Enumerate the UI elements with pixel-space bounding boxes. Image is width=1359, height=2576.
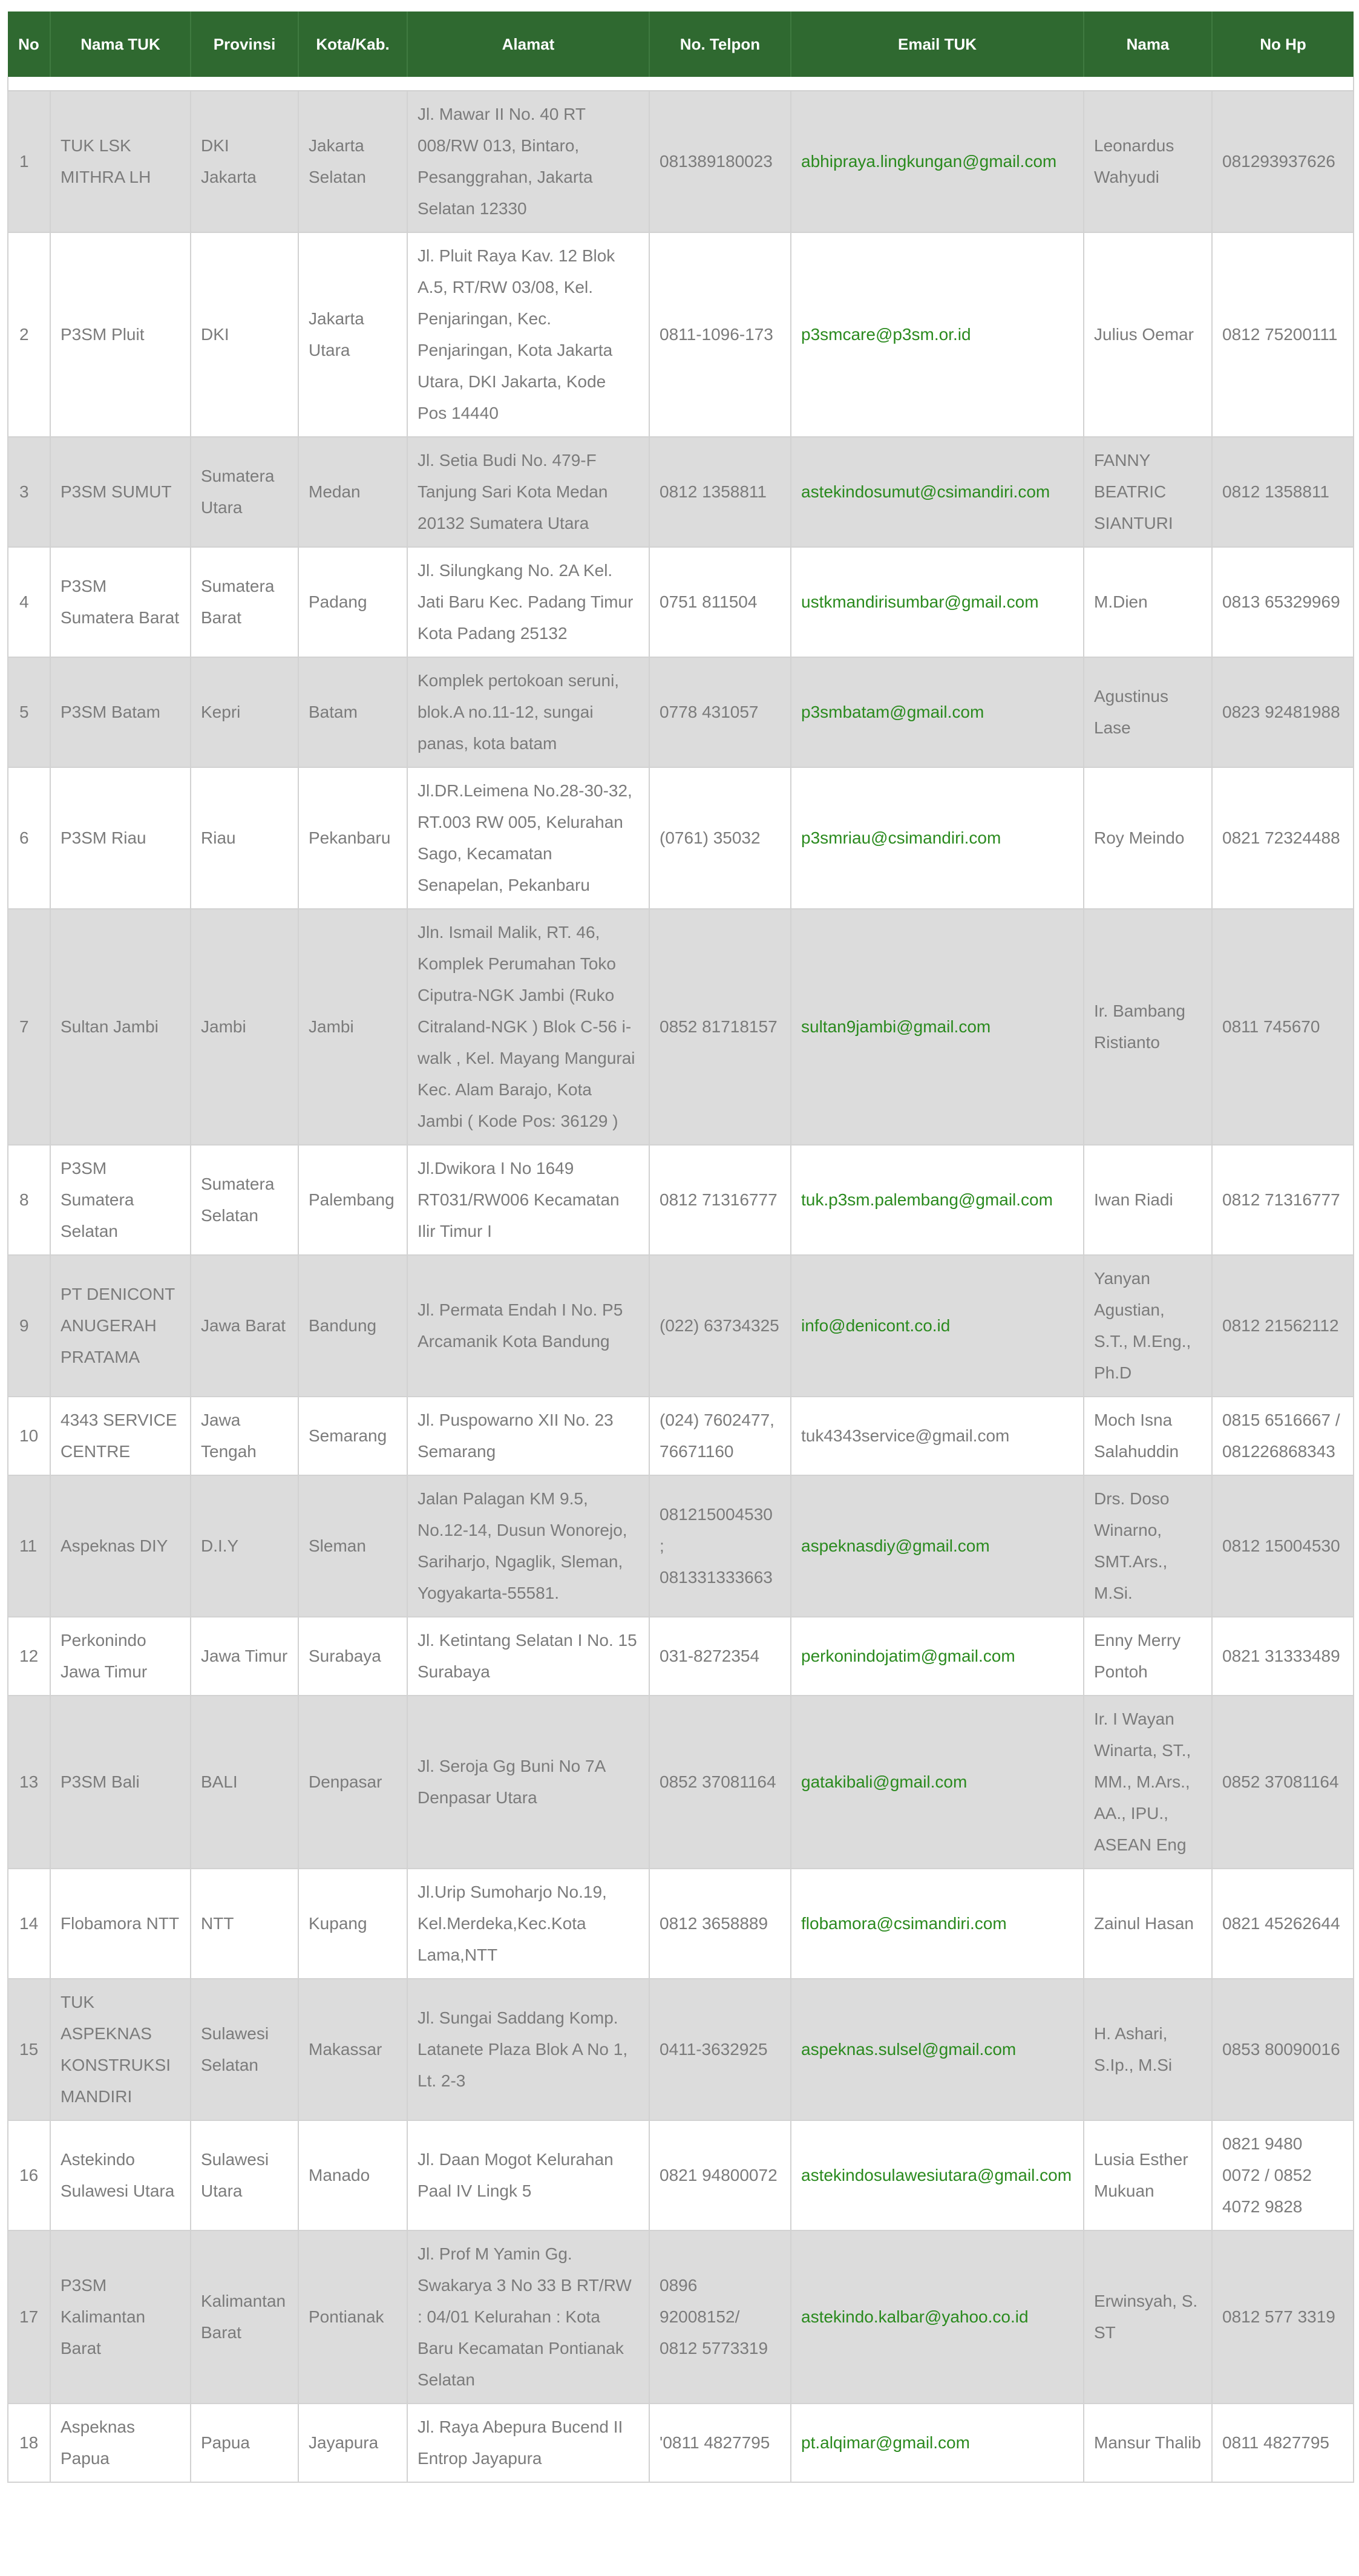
cell-hp: 0812 15004530 <box>1212 1475 1354 1617</box>
cell-alamat: Jl. Puspowarno XII No. 23 Semarang <box>407 1397 649 1475</box>
cell-provinsi: BALI <box>191 1696 298 1869</box>
cell-nama: Julius Oemar <box>1084 232 1212 437</box>
cell-nama-tuk: P3SM Sumatera Selatan <box>50 1145 191 1255</box>
tuk-table <box>7 11 1354 2483</box>
header-no[interactable]: No <box>18 34 39 53</box>
header-nama[interactable]: Nama <box>1084 11 1212 77</box>
cell-kota: Padang <box>298 547 407 657</box>
cell-no: 18 <box>8 2404 50 2482</box>
cell-alamat: Jln. Ismail Malik, RT. 46, Komplek Perumahan Toko Ciputra-NGK Jambi (Ruko Citraland-NGK ) Blok C-56 i-walk , Kel. Mayang Mangurai Kec. Alam Barajo, Kota Jambi ( Kode Pos: 36129 ) <box>407 909 649 1145</box>
cell-no: 4 <box>8 547 50 657</box>
cell-hp: 0812 577 3319 <box>1212 2230 1354 2404</box>
cell-kota: Kupang <box>298 1869 407 1979</box>
cell-no: 15 <box>8 1979 50 2120</box>
cell-alamat: Jl. Ketintang Selatan I No. 15 Surabaya <box>407 1617 649 1696</box>
cell-provinsi: Jawa Timur <box>191 1617 298 1696</box>
cell-hp: 0811 4827795 <box>1212 2404 1354 2482</box>
cell-kota: Pekanbaru <box>298 767 407 909</box>
cell-alamat: Jl. Raya Abepura Bucend II Entrop Jayapura <box>407 2404 649 2482</box>
cell-alamat: Jl. Pluit Raya Kav. 12 Blok A.5, RT/RW 03/08, Kel. Penjaringan, Kec. Penjaringan, Kota Jakarta Utara, DKI Jakarta, Kode Pos 14440 <box>407 232 649 437</box>
header-telpon[interactable]: No. Telpon <box>649 11 791 77</box>
header-alamat[interactable]: Alamat <box>407 11 649 77</box>
cell-nama: M.Dien <box>1084 547 1212 657</box>
cell-provinsi: Jawa Barat <box>191 1255 298 1397</box>
cell-nama: Leonardus Wahyudi <box>1084 91 1212 232</box>
cell-telpon: (022) 63734325 <box>649 1255 791 1397</box>
cell-kota: Bandung <box>298 1255 407 1397</box>
table-row <box>8 1617 1354 1696</box>
cell-telpon: 031-8272354 <box>649 1617 791 1696</box>
cell-provinsi: D.I.Y <box>191 1475 298 1617</box>
cell-no: 5 <box>8 657 50 767</box>
cell-hp: 0811 745670 <box>1212 909 1354 1145</box>
cell-no: 10 <box>8 1397 50 1475</box>
cell-email[interactable]: p3smcare@p3sm.or.id <box>791 232 1084 437</box>
cell-hp: 0821 72324488 <box>1212 767 1354 909</box>
table-row <box>8 232 1354 437</box>
cell-no: 17 <box>8 2230 50 2404</box>
cell-alamat: Jl.DR.Leimena No.28-30-32, RT.003 RW 005, Kelurahan Sago, Kecamatan Senapelan, Pekanbaru <box>407 767 649 909</box>
cell-nama-tuk: P3SM Pluit <box>50 232 191 437</box>
cell-provinsi: Sumatera Selatan <box>191 1145 298 1255</box>
cell-email[interactable]: tuk.p3sm.palembang@gmail.com <box>791 1145 1084 1255</box>
cell-no: 14 <box>8 1869 50 1979</box>
cell-no: 2 <box>8 232 50 437</box>
header-provinsi[interactable]: Provinsi <box>191 11 298 77</box>
cell-telpon: (024) 7602477, 76671160 <box>649 1397 791 1475</box>
cell-alamat: Jl. Permata Endah I No. P5 Arcamanik Kota Bandung <box>407 1255 649 1397</box>
header-hp[interactable]: No Hp <box>1212 11 1354 77</box>
cell-kota: Palembang <box>298 1145 407 1255</box>
cell-telpon: '0811 4827795 <box>649 2404 791 2482</box>
cell-nama-tuk: P3SM Riau <box>50 767 191 909</box>
cell-email[interactable]: pt.alqimar@gmail.com <box>791 2404 1084 2482</box>
cell-nama-tuk: Aspeknas DIY <box>50 1475 191 1617</box>
cell-kota: Jayapura <box>298 2404 407 2482</box>
cell-no: 9 <box>8 1255 50 1397</box>
table-row <box>8 2120 1354 2230</box>
cell-email[interactable]: sultan9jambi@gmail.com <box>791 909 1084 1145</box>
cell-nama: Ir. Bambang Ristianto <box>1084 909 1212 1145</box>
table-row <box>8 1869 1354 1979</box>
cell-hp: 081293937626 <box>1212 91 1354 232</box>
cell-kota: Medan <box>298 437 407 547</box>
cell-provinsi: DKI <box>191 232 298 437</box>
cell-hp: 0821 45262644 <box>1212 1869 1354 1979</box>
cell-no: 6 <box>8 767 50 909</box>
cell-nama: Mansur Thalib <box>1084 2404 1212 2482</box>
cell-hp: 0821 9480 0072 / 0852 4072 9828 <box>1212 2120 1354 2230</box>
cell-hp: 0812 21562112 <box>1212 1255 1354 1397</box>
header-nama-tuk[interactable]: Nama TUK <box>50 11 191 77</box>
cell-kota: Makassar <box>298 1979 407 2120</box>
cell-nama: Drs. Doso Winarno, SMT.Ars., M.Si. <box>1084 1475 1212 1617</box>
cell-kota: Jakarta Selatan <box>298 91 407 232</box>
cell-no: 12 <box>8 1617 50 1696</box>
cell-hp: 0813 65329969 <box>1212 547 1354 657</box>
table-row <box>8 767 1354 909</box>
cell-nama-tuk: P3SM Bali <box>50 1696 191 1869</box>
cell-alamat: Komplek pertokoan seruni, blok.A no.11-12, sungai panas, kota batam <box>407 657 649 767</box>
tuk-table-container <box>7 11 1353 2483</box>
cell-telpon: 0811-1096-173 <box>649 232 791 437</box>
cell-nama: Moch Isna Salahuddin <box>1084 1397 1212 1475</box>
cell-provinsi: Jawa Tengah <box>191 1397 298 1475</box>
table-row <box>8 1145 1354 1255</box>
cell-telpon: 081215004530 ; 081331333663 <box>649 1475 791 1617</box>
cell-nama: Yanyan Agustian, S.T., M.Eng., Ph.D <box>1084 1255 1212 1397</box>
cell-nama: H. Ashari, S.Ip., M.Si <box>1084 1979 1212 2120</box>
cell-nama-tuk: TUK LSK MITHRA LH <box>50 91 191 232</box>
table-row <box>8 437 1354 547</box>
table-body <box>8 77 1354 2482</box>
cell-provinsi: Papua <box>191 2404 298 2482</box>
cell-telpon: 081389180023 <box>649 91 791 232</box>
cell-provinsi: Sumatera Barat <box>191 547 298 657</box>
cell-no: 13 <box>8 1696 50 1869</box>
cell-nama-tuk: P3SM Sumatera Barat <box>50 547 191 657</box>
cell-kota: Pontianak <box>298 2230 407 2404</box>
cell-nama-tuk: Astekindo Sulawesi Utara <box>50 2120 191 2230</box>
cell-provinsi: Sulawesi Utara <box>191 2120 298 2230</box>
table-row <box>8 1979 1354 2120</box>
cell-kota: Batam <box>298 657 407 767</box>
header-row <box>8 11 1354 77</box>
table-row <box>8 2230 1354 2404</box>
table-row <box>8 657 1354 767</box>
cell-hp: 0812 1358811 <box>1212 437 1354 547</box>
table-row <box>8 91 1354 232</box>
cell-email[interactable]: aspeknasdiy@gmail.com <box>791 1475 1084 1617</box>
cell-nama-tuk: TUK ASPEKNAS KONSTRUKSI MANDIRI <box>50 1979 191 2120</box>
cell-nama: Agustinus Lase <box>1084 657 1212 767</box>
cell-telpon: 0896 92008152/ 0812 5773319 <box>649 2230 791 2404</box>
cell-nama: Roy Meindo <box>1084 767 1212 909</box>
cell-email[interactable]: abhipraya.lingkungan@gmail.com <box>791 91 1084 232</box>
cell-no: 3 <box>8 437 50 547</box>
cell-telpon: 0821 94800072 <box>649 2120 791 2230</box>
cell-nama-tuk: P3SM SUMUT <box>50 437 191 547</box>
cell-provinsi: Kalimantan Barat <box>191 2230 298 2404</box>
cell-nama-tuk: Flobamora NTT <box>50 1869 191 1979</box>
cell-nama: FANNY BEATRIC SIANTURI <box>1084 437 1212 547</box>
cell-hp: 0853 80090016 <box>1212 1979 1354 2120</box>
cell-hp: 0823 92481988 <box>1212 657 1354 767</box>
cell-email[interactable]: aspeknas.sulsel@gmail.com <box>791 1979 1084 2120</box>
cell-kota: Manado <box>298 2120 407 2230</box>
cell-no: 11 <box>8 1475 50 1617</box>
cell-nama-tuk: P3SM Kalimantan Barat <box>50 2230 191 2404</box>
cell-email[interactable]: info@denicont.co.id <box>791 1255 1084 1397</box>
cell-kota: Jakarta Utara <box>298 232 407 437</box>
cell-telpon: 0812 3658889 <box>649 1869 791 1979</box>
cell-telpon: 0852 81718157 <box>649 909 791 1145</box>
cell-provinsi: Sulawesi Selatan <box>191 1979 298 2120</box>
cell-nama-tuk: Sultan Jambi <box>50 909 191 1145</box>
table-row <box>8 2404 1354 2482</box>
cell-nama: Lusia Esther Mukuan <box>1084 2120 1212 2230</box>
cell-hp: 0821 31333489 <box>1212 1617 1354 1696</box>
cell-nama-tuk: Perkonindo Jawa Timur <box>50 1617 191 1696</box>
cell-hp: 0852 37081164 <box>1212 1696 1354 1869</box>
table-row <box>8 547 1354 657</box>
cell-hp: 0812 71316777 <box>1212 1145 1354 1255</box>
table-row <box>8 1397 1354 1475</box>
cell-alamat: Jl.Dwikora I No 1649 RT031/RW006 Kecamatan Ilir Timur I <box>407 1145 649 1255</box>
table-header <box>8 11 1354 77</box>
cell-email[interactable]: astekindosulawesiutara@gmail.com <box>791 2120 1084 2230</box>
cell-alamat: Jl.Urip Sumoharjo No.19, Kel.Merdeka,Kec.Kota Lama,NTT <box>407 1869 649 1979</box>
cell-alamat: Jl. Seroja Gg Buni No 7A Denpasar Utara <box>407 1696 649 1869</box>
cell-alamat: Jl. Silungkang No. 2A Kel. Jati Baru Kec. Padang Timur Kota Padang 25132 <box>407 547 649 657</box>
header-spacer-row <box>8 77 1354 91</box>
cell-email[interactable]: astekindosumut@csimandiri.com <box>791 437 1084 547</box>
header-kota[interactable]: Kota/Kab. <box>298 11 407 77</box>
cell-hp: 0815 6516667 / 081226868343 <box>1212 1397 1354 1475</box>
cell-nama-tuk: 4343 SERVICE CENTRE <box>50 1397 191 1475</box>
table-row <box>8 909 1354 1145</box>
cell-alamat: Jalan Palagan KM 9.5, No.12-14, Dusun Wonorejo, Sariharjo, Ngaglik, Sleman, Yogyakarta-55581. <box>407 1475 649 1617</box>
cell-alamat: Jl. Sungai Saddang Komp. Latanete Plaza Blok A No 1, Lt. 2-3 <box>407 1979 649 2120</box>
cell-kota: Semarang <box>298 1397 407 1475</box>
cell-provinsi: Sumatera Utara <box>191 437 298 547</box>
table-row <box>8 1696 1354 1869</box>
cell-telpon: 0751 811504 <box>649 547 791 657</box>
header-email[interactable]: Email TUK <box>791 11 1084 77</box>
cell-nama-tuk: PT DENICONT ANUGERAH PRATAMA <box>50 1255 191 1397</box>
cell-telpon: 0778 431057 <box>649 657 791 767</box>
cell-no: 1 <box>8 91 50 232</box>
cell-kota: Sleman <box>298 1475 407 1617</box>
cell-telpon: 0411-3632925 <box>649 1979 791 2120</box>
cell-kota: Surabaya <box>298 1617 407 1696</box>
cell-nama-tuk: Aspeknas Papua <box>50 2404 191 2482</box>
cell-provinsi: Kepri <box>191 657 298 767</box>
cell-email[interactable]: flobamora@csimandiri.com <box>791 1869 1084 1979</box>
cell-email[interactable]: p3smbatam@gmail.com <box>791 657 1084 767</box>
cell-email[interactable]: perkonindojatim@gmail.com <box>791 1617 1084 1696</box>
cell-nama: Zainul Hasan <box>1084 1869 1212 1979</box>
cell-no: 16 <box>8 2120 50 2230</box>
cell-email: tuk4343service@gmail.com <box>791 1397 1084 1475</box>
header-spacer <box>8 77 1354 91</box>
cell-provinsi: Riau <box>191 767 298 909</box>
cell-email[interactable]: ustkmandirisumbar@gmail.com <box>791 547 1084 657</box>
cell-no: 7 <box>8 909 50 1145</box>
cell-email[interactable]: gatakibali@gmail.com <box>791 1696 1084 1869</box>
cell-alamat: Jl. Mawar II No. 40 RT 008/RW 013, Bintaro, Pesanggrahan, Jakarta Selatan 12330 <box>407 91 649 232</box>
cell-nama: Enny Merry Pontoh <box>1084 1617 1212 1696</box>
cell-provinsi: NTT <box>191 1869 298 1979</box>
cell-nama: Iwan Riadi <box>1084 1145 1212 1255</box>
cell-alamat: Jl. Prof M Yamin Gg. Swakarya 3 No 33 B RT/RW : 04/01 Kelurahan : Kota Baru Kecamatan Pontianak Selatan <box>407 2230 649 2404</box>
cell-alamat: Jl. Daan Mogot Kelurahan Paal IV Lingk 5 <box>407 2120 649 2230</box>
table-row <box>8 1475 1354 1617</box>
cell-hp: 0812 75200111 <box>1212 232 1354 437</box>
cell-no: 8 <box>8 1145 50 1255</box>
cell-telpon: (0761) 35032 <box>649 767 791 909</box>
cell-provinsi: Jambi <box>191 909 298 1145</box>
cell-nama-tuk: P3SM Batam <box>50 657 191 767</box>
cell-telpon: 0852 37081164 <box>649 1696 791 1869</box>
cell-email[interactable]: p3smriau@csimandiri.com <box>791 767 1084 909</box>
cell-nama: Erwinsyah, S. ST <box>1084 2230 1212 2404</box>
cell-kota: Denpasar <box>298 1696 407 1869</box>
cell-telpon: 0812 1358811 <box>649 437 791 547</box>
table-row <box>8 1255 1354 1397</box>
cell-telpon: 0812 71316777 <box>649 1145 791 1255</box>
cell-provinsi: DKI Jakarta <box>191 91 298 232</box>
cell-nama: Ir. I Wayan Winarta, ST., MM., M.Ars., AA., IPU., ASEAN Eng <box>1084 1696 1212 1869</box>
cell-alamat: Jl. Setia Budi No. 479-F Tanjung Sari Kota Medan 20132 Sumatera Utara <box>407 437 649 547</box>
cell-email[interactable]: astekindo.kalbar@yahoo.co.id <box>791 2230 1084 2404</box>
cell-kota: Jambi <box>298 909 407 1145</box>
